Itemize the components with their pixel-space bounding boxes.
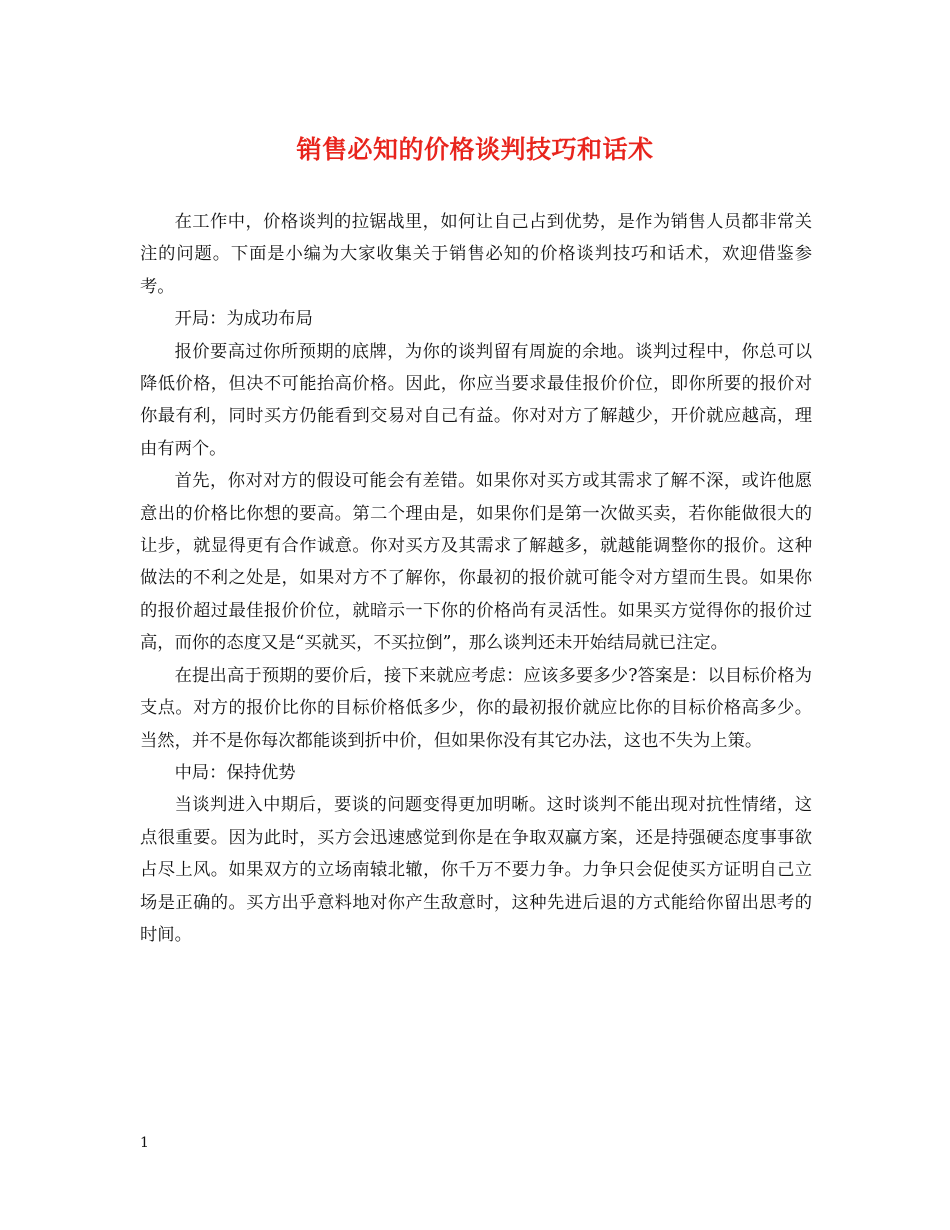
- paragraph-opening-quote: 报价要高过你所预期的底牌，为你的谈判留有周旋的余地。谈判过程中，你总可以降低价格，但决不可能抬高价格。因此，你应当要求最佳报价价位，即你所要的报价对你最有利，同时买方仍能看到交易对自己有益。你对对方了解越少，开价就应越高，理由有两个。: [140, 341, 812, 459]
- paragraph-reasons: 首先，你对对方的假设可能会有差错。如果你对买方或其需求了解不深，或许他愿意出的价格比你想的要高。第二个理由是，如果你们是第一次做买卖，若你能做很大的让步，就显得更有合作诚意。你对买方及其需求了解越多，就越能调整你的报价。这种做法的不利之处是，如果对方不了解你，你最初的报价就可能令对方望而生畏。如果你的报价超过最佳报价价位，就暗示一下你的价格尚有灵活性。如果买方觉得你的报价过高，而你的态度又是“买就买，不买拉倒”，那么谈判还未开始结局就已注定。: [140, 471, 812, 654]
- section-heading-middle: 中局：保持优势: [174, 762, 296, 783]
- document-title: 销售必知的价格谈判技巧和话术: [296, 135, 654, 164]
- section-heading-opening: 开局：为成功布局: [174, 309, 313, 330]
- page-number: 1: [140, 1135, 149, 1151]
- paragraph-target-price: 在提出高于预期的要价后，接下来就应考虑：应该多要多少?答案是：以目标价格为支点。对方的报价比你的目标价格低多少，你的最初报价就应比你的目标价格高多少。当然，并不是你每次都能谈到折中价，但如果你没有其它办法，这也不失为上策。: [140, 665, 812, 751]
- paragraph-intro: 在工作中，价格谈判的拉锯战里，如何让自己占到优势，是作为销售人员都非常关注的问题。下面是小编为大家收集关于销售必知的价格谈判技巧和话术，欢迎借鉴参考。: [140, 212, 812, 297]
- paragraph-middle-game: 当谈判进入中期后，要谈的问题变得更加明晰。这时谈判不能出现对抗性情绪，这点很重要。因为此时，买方会迅速感觉到你是在争取双赢方案，还是持强硬态度事事欲占尽上风。如果双方的立场南辕北辙，你千万不要力争。力争只会促使买方证明自己立场是正确的。买方出乎意料地对你产生敌意时，这种先进后退的方式能给你留出思考的时间。: [140, 795, 812, 945]
- document-body: [140, 206, 812, 951]
